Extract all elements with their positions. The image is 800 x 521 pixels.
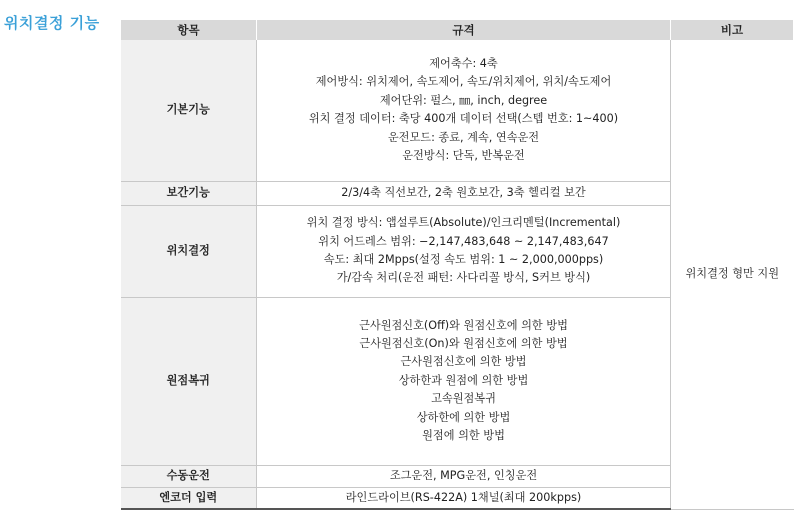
- row-spec-cell: [257, 181, 671, 205]
- spec-line: 상하한에 의한 방법: [416, 410, 511, 424]
- spec-line: 근사원점신호(On)와 원점신호에 의한 방법: [359, 336, 568, 350]
- table-header-row: [121, 20, 794, 40]
- spec-line: 제어단위: 펄스, ㎜, inch, degree: [379, 93, 548, 107]
- row-item-label: 보간기능: [121, 181, 257, 205]
- spec-line: 2/3/4축 직선보간, 2축 원호보간, 3축 헬리컬 보간: [341, 185, 586, 199]
- spec-line: 제어방식: 위치제어, 속도제어, 속도/위치제어, 위치/속도제어: [315, 75, 612, 89]
- spec-line: 라인드라이브(RS-422A) 1채널(최대 200kpps): [345, 490, 582, 504]
- row-spec-cell: [257, 465, 671, 487]
- spec-line: 가/감속 처리(운전 패턴: 사다리꼴 방식, S커브 방식): [336, 271, 591, 285]
- spec-line: 위치 어드레스 범위: −2,147,483,648 ~ 2,147,483,647: [318, 234, 609, 248]
- row-item-label: 수동운전: [121, 465, 257, 487]
- row-spec-cell: [257, 487, 671, 509]
- row-spec-cell: [257, 297, 671, 465]
- spec-line: 고속원점복귀: [431, 392, 496, 406]
- header-item: 항목: [121, 20, 257, 40]
- spec-line: 운전방식: 단독, 반복운전: [402, 149, 525, 163]
- spec-line: 위치 결정 방식: 앱설루트(Absolute)/인크리멘털(Incremental): [306, 216, 621, 230]
- header-note: 비고: [671, 20, 794, 40]
- spec-line: 근사원점신호(Off)와 원점신호에 의한 방법: [359, 318, 568, 332]
- spec-line: 위치 결정 데이터: 축당 400개 데이터 선택(스텝 번호: 1~400): [308, 112, 619, 126]
- row-spec-cell: [257, 40, 671, 181]
- spec-line: 속도: 최대 2Mpps(설정 속도 범위: 1 ~ 2,000,000pps): [323, 253, 604, 266]
- row-item-label: 기본기능: [121, 40, 257, 181]
- row-item-label: 위치결정: [121, 205, 257, 297]
- section-title: 위치결정 기능: [4, 14, 100, 32]
- spec-line: 조그운전, MPG운전, 인칭운전: [389, 468, 538, 482]
- spec-line: 근사원점신호에 의한 방법: [400, 355, 527, 369]
- row-item-label: 엔코더 입력: [121, 487, 257, 509]
- table-row: [121, 40, 794, 181]
- spec-line: 원점에 의한 방법: [422, 429, 505, 443]
- spec-line: 운전모드: 종료, 계속, 연속운전: [387, 130, 540, 144]
- spec-line: 상하한과 원점에 의한 방법: [398, 373, 529, 387]
- header-spec: 규격: [257, 20, 671, 40]
- spec-line: 제어축수: 4축: [429, 57, 498, 71]
- spec-table: [120, 20, 794, 510]
- row-item-label: 원점복귀: [121, 297, 257, 465]
- note-cell: 위치결정 형만 지원: [671, 40, 794, 509]
- row-spec-cell: [257, 205, 671, 297]
